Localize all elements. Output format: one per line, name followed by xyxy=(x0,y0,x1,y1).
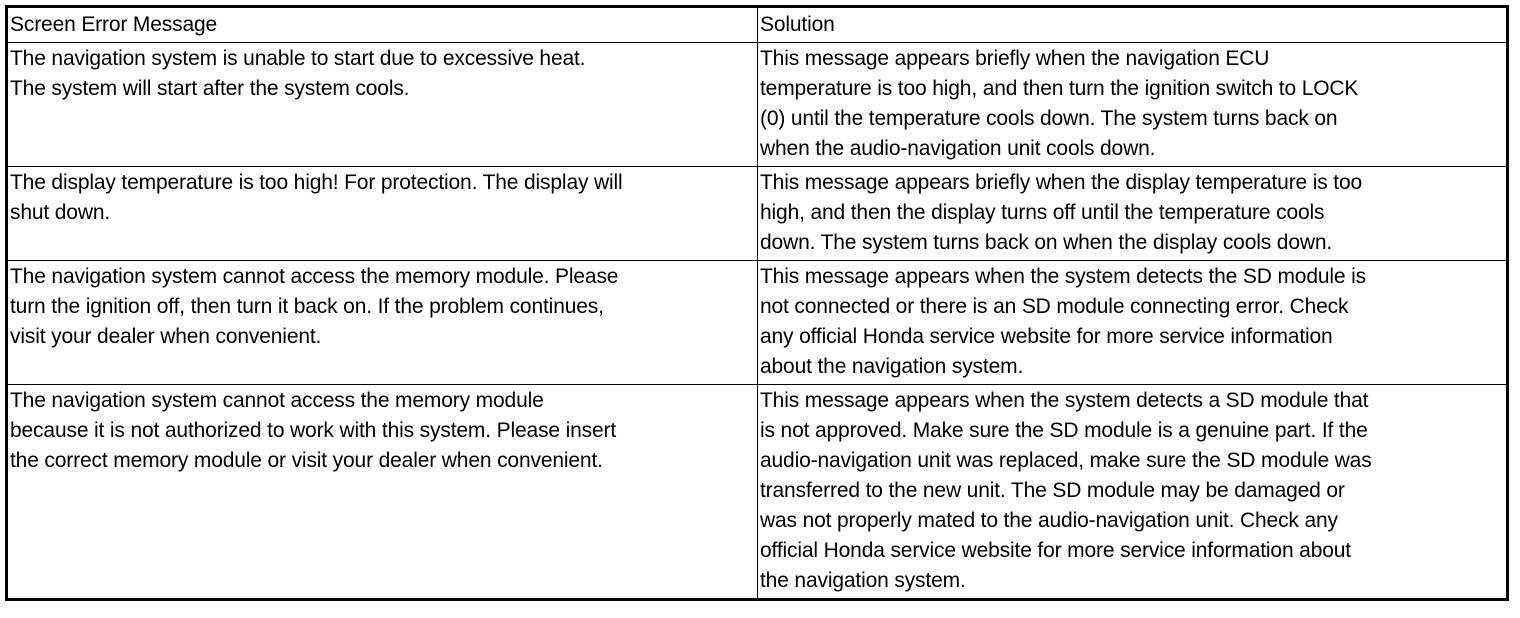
table-row xyxy=(7,167,1508,261)
text-line: This message appears when the system detects a SD module that xyxy=(760,389,1369,412)
solution-cell xyxy=(758,167,1508,261)
text-line: the navigation system. xyxy=(760,569,966,592)
text-line: because it is not authorized to work with this system. Please insert xyxy=(10,419,617,442)
header-row xyxy=(7,7,1508,43)
error-message-cell xyxy=(7,261,758,385)
text-line: This message appears briefly when the navigation ECU xyxy=(760,47,1270,70)
header-solution: Solution xyxy=(758,7,1508,43)
error-message-table xyxy=(5,5,1509,601)
solution-cell xyxy=(758,261,1508,385)
text-line: is not approved. Make sure the SD module is a genuine part. If the xyxy=(760,419,1368,442)
text-line: The navigation system cannot access the memory module. Please xyxy=(10,265,619,288)
text-line: visit your dealer when convenient. xyxy=(10,325,322,348)
text-line: (0) until the temperature cools down. The system turns back on xyxy=(760,107,1338,130)
text-line: This message appears when the system detects the SD module is xyxy=(760,265,1366,288)
error-message-cell xyxy=(7,43,758,167)
text-line: when the audio-navigation unit cools down. xyxy=(760,137,1156,160)
header-screen-error-message: Screen Error Message xyxy=(7,7,758,43)
solution-cell xyxy=(758,43,1508,167)
error-message-cell xyxy=(7,385,758,600)
text-line: turn the ignition off, then turn it back on. If the problem continues, xyxy=(10,295,604,318)
text-line: not connected or there is an SD module connecting error. Check xyxy=(760,295,1349,318)
solution-cell xyxy=(758,385,1508,600)
table-row xyxy=(7,43,1508,167)
text-line: temperature is too high, and then turn the ignition switch to LOCK xyxy=(760,77,1359,100)
error-message-cell xyxy=(7,167,758,261)
table-body xyxy=(7,43,1508,600)
table-row xyxy=(7,385,1508,600)
text-line: This message appears briefly when the display temperature is too xyxy=(760,171,1363,194)
text-line: high, and then the display turns off until the temperature cools xyxy=(760,201,1325,224)
text-line: down. The system turns back on when the display cools down. xyxy=(760,231,1333,254)
table-row xyxy=(7,261,1508,385)
text-line: the correct memory module or visit your dealer when convenient. xyxy=(10,449,603,472)
text-line: The navigation system is unable to start due to excessive heat. xyxy=(10,47,586,70)
text-line: any official Honda service website for more service information xyxy=(760,325,1333,348)
table-header xyxy=(7,7,1508,43)
text-line: official Honda service website for more service information about xyxy=(760,539,1351,562)
text-line: The navigation system cannot access the memory module xyxy=(10,389,544,412)
text-line: about the navigation system. xyxy=(760,355,1024,378)
text-line: The system will start after the system cools. xyxy=(10,77,410,100)
text-line: The display temperature is too high! For protection. The display will xyxy=(10,171,623,194)
text-line: audio-navigation unit was replaced, make sure the SD module was xyxy=(760,449,1372,472)
text-line: shut down. xyxy=(10,201,111,224)
text-line: transferred to the new unit. The SD module may be damaged or xyxy=(760,479,1345,502)
text-line: was not properly mated to the audio-navigation unit. Check any xyxy=(760,509,1338,532)
